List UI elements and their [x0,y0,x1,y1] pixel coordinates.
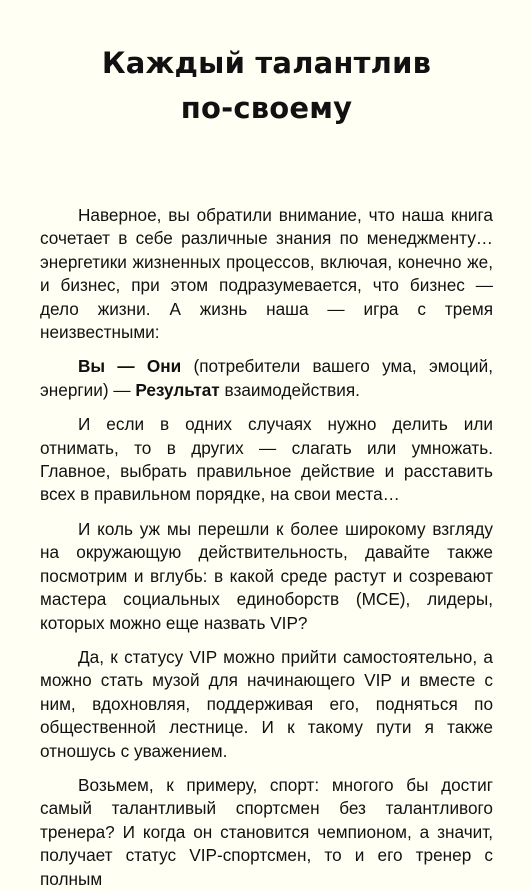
paragraph-6: Возьмем, к примеру, спорт: многого бы достиг самый талантливый спортсмен без талантливого тренера? И когда он становится чемпионом, а значит, получает статус VIP-спортсмен, то и его тренер с полным [40,774,493,889]
paragraph-2-text-2: взаимодействия. [219,379,360,400]
paragraph-1: Наверное, вы обратили внимание, что наша книга сочетает в себе различные знания по менеджменту… энергетики жизненных процессов, включая, конечно же, и бизнес, при этом подразумевается, что бизнес — дело жизни. А жизнь наша — игра с тремя неизвестными: [40,205,493,343]
paragraph-2-text-1: (потребители вашего ума, эмоций, энергии) — [40,356,493,400]
page-body [40,204,493,891]
paragraph-5: Да, к статусу VIP можно прийти самостоятельно, а можно стать музой для начинающего VIP и вместе с ним, вдохновляя, поддерживая его, подняться по общественной лестнице. И к такому пути я также отношусь с уважением. [40,646,493,761]
title-line-1: Каждый талантлив [101,46,432,80]
paragraph-2 [40,355,493,402]
title-line-2: по-своему [180,91,353,125]
paragraph-3: И если в одних случаях нужно делить или отнимать, то в других — слагать или умножать. Главное, выбрать правильное действие и расставить всех в правильном порядке, на свои места… [40,414,493,505]
paragraph-4: И коль уж мы перешли к более широкому взгляду на окружающую действительность, давайте также посмотрим и вглубь: в какой среде растут и созревают мастера социальных единоборств (МСЕ), лидеры, которых можно еще назвать VIP? [40,518,493,633]
page-title [40,0,493,131]
bold-term-you-they: Вы — Они [78,356,182,377]
bold-term-result: Результат [135,379,220,400]
